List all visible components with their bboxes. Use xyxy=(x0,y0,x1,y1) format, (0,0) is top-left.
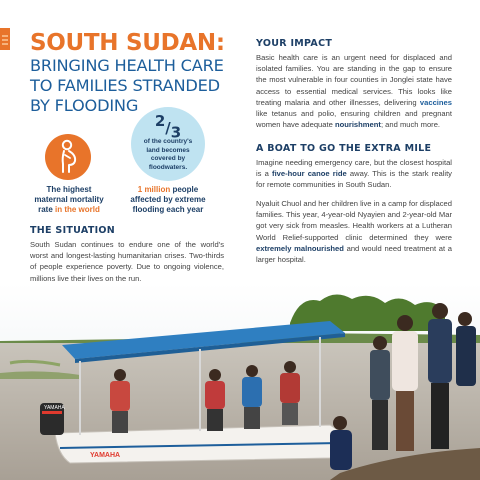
stat-line xyxy=(28,205,110,215)
text-span: ; and much more. xyxy=(380,120,441,130)
situation-heading: THE SITUATION xyxy=(30,225,116,236)
stat-text: rate xyxy=(38,205,55,214)
text-span: like tetanus and polio, ensuring children and pregnant women have adequate xyxy=(256,109,452,130)
maternal-stat-text xyxy=(28,185,110,215)
extra-mile-paragraph-2 xyxy=(256,198,452,265)
impact-heading: YOUR IMPACT xyxy=(256,38,333,49)
fraction-denominator: 3 xyxy=(170,123,182,142)
stat-line: maternal mortality xyxy=(34,195,104,204)
text-span: Basic health care is an urgent need for displaced and isolated families. You are standing in the gap to ensure the most vulnerable in four counties in Jonglei state have access to essential medical services. This looks like treating malaria and other illnesses, delivering xyxy=(256,53,452,107)
text-span: away. This is the stark reality for remote communities in South Sudan. xyxy=(256,169,452,190)
extra-mile-heading: A BOAT TO GO THE EXTRA MILE xyxy=(256,143,432,154)
engine-stripe xyxy=(42,411,62,414)
page-title: SOUTH SUDAN: xyxy=(30,30,225,56)
note-line: land becomes xyxy=(146,146,190,154)
note-line: of the country's xyxy=(143,138,193,145)
stat-line xyxy=(124,185,212,195)
note-line: floodwaters. xyxy=(148,163,188,171)
text-span: Imagine needing emergency care, but the closest hospital is a xyxy=(256,158,452,179)
pregnant-woman-icon xyxy=(45,134,91,180)
stat-text: people xyxy=(170,185,199,194)
hull-brand-label: YAMAHA xyxy=(90,452,121,459)
maternal-stat-badge xyxy=(45,134,91,180)
page-subtitle xyxy=(30,56,230,116)
highlight-span: nourishment xyxy=(334,120,381,130)
stat-highlight: 1 million xyxy=(137,185,171,194)
subtitle-line: BY FLOODING xyxy=(30,96,139,115)
subtitle-line: BRINGING HEALTH CARE xyxy=(30,56,224,75)
highlight-span: extremely malnourished xyxy=(256,243,344,253)
boat-photo xyxy=(0,283,480,480)
stat-line: affected by extreme xyxy=(130,195,206,204)
flood-stat-text xyxy=(124,185,212,215)
engine-brand-label: YAMAHA xyxy=(44,405,65,411)
fraction-slash: / xyxy=(165,119,171,137)
fraction-note xyxy=(132,138,204,172)
highlight-span: five-hour canoe ride xyxy=(272,169,347,179)
text-span: Nyaluit Chuol and her children live in a camp for displaced families. This year, 4-year-old Nyayien and 2-year-old Mar got very sick from measles. Health workers at a Lutheran World Relief-supported clinic determined they were xyxy=(256,199,452,242)
note-line: covered by xyxy=(150,155,186,162)
impact-paragraph xyxy=(256,52,452,130)
stat-line: The highest xyxy=(46,185,92,194)
fraction-numerator: 2 xyxy=(154,112,166,130)
subtitle-line: TO FAMILIES STRANDED xyxy=(30,76,220,95)
extra-mile-paragraph-1 xyxy=(256,157,452,191)
stat-line: flooding each year xyxy=(132,205,204,214)
highlight-span: vaccines xyxy=(419,97,452,107)
text-span: and would need treatment at a larger hospital. xyxy=(256,243,452,265)
stat-highlight: in the world xyxy=(55,205,100,214)
situation-paragraph-1: South Sudan continues to endure one of the world's worst and longest-lasting humanitarian crises. Two-thirds of people experience poverty. Due to ongoing violence, millions live their lives on the run. xyxy=(30,240,224,283)
boat-scene-illustration xyxy=(0,283,480,480)
decorative-tab xyxy=(0,28,10,50)
